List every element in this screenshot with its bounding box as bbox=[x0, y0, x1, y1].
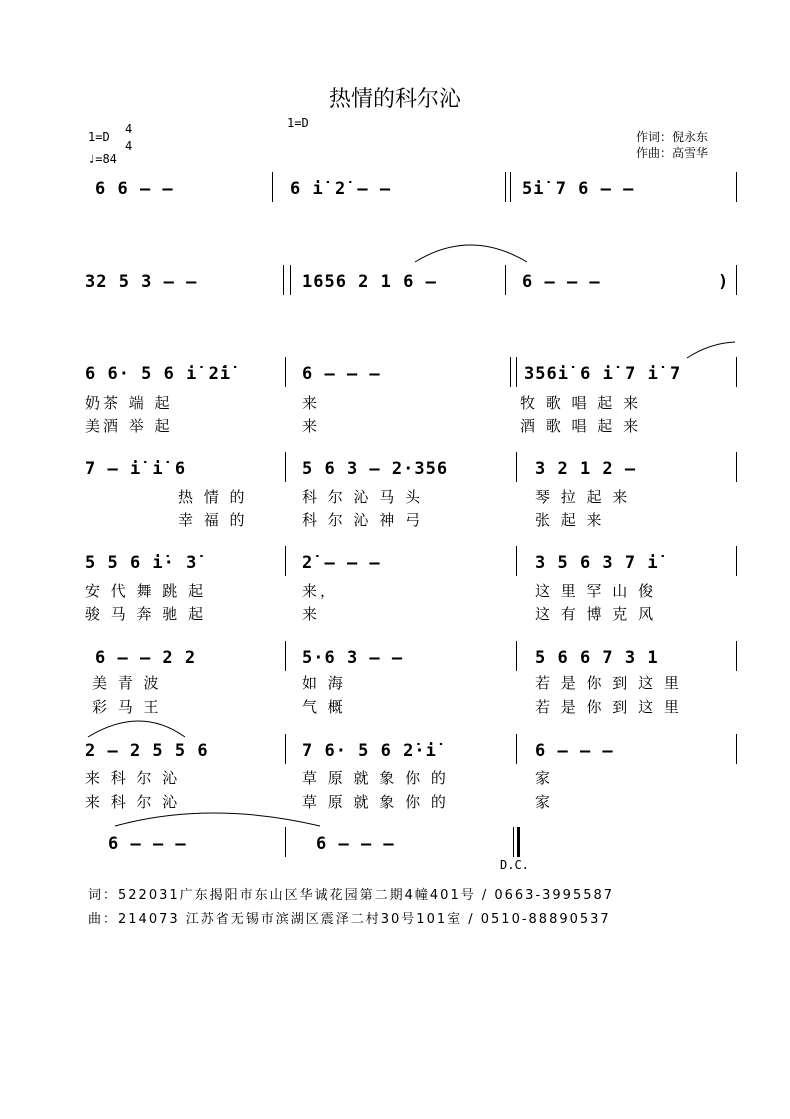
barline bbox=[736, 452, 737, 482]
barline bbox=[736, 357, 737, 387]
lyric-verse2: 这 有 博 克 风 bbox=[535, 605, 657, 623]
song-title: 热情的科尔沁 bbox=[328, 87, 461, 112]
lyric-verse2: 来 bbox=[302, 417, 321, 435]
slur-row8 bbox=[115, 813, 320, 826]
barline bbox=[505, 265, 506, 295]
barline bbox=[736, 172, 737, 202]
measure: 2 – 2 5 5 6 bbox=[85, 741, 209, 761]
lyric-verse1: 琴 拉 起 来 bbox=[535, 488, 631, 506]
lyric-verse1: 安 代 舞 跳 起 bbox=[85, 582, 207, 600]
key-signature-center: 1=D bbox=[287, 116, 309, 130]
meter-bottom: 4 bbox=[125, 139, 133, 153]
barline bbox=[736, 641, 737, 671]
lyric-verse2: 骏 马 奔 驰 起 bbox=[85, 605, 207, 623]
lyric-verse2: 酒 歌 唱 起 来 bbox=[520, 417, 642, 435]
composer-credit: 作曲：高雪华 bbox=[636, 146, 709, 160]
barline bbox=[516, 357, 517, 387]
measure: 6 – – – bbox=[302, 364, 381, 384]
lyric-verse1: 奶茶 端 起 bbox=[85, 394, 173, 412]
barline bbox=[736, 546, 737, 576]
key-signature: 1=D bbox=[88, 130, 110, 144]
lyric-verse1: 来 科 尔 沁 bbox=[85, 769, 181, 787]
measure: 5i̇ 7 6 – – bbox=[522, 179, 635, 199]
measure: 7 6· 5 6 2̇·i̇ bbox=[302, 741, 437, 761]
lyric-verse2: 幸 福 的 bbox=[178, 511, 248, 529]
repeat-end-paren: ) bbox=[718, 272, 730, 292]
barline bbox=[285, 827, 286, 857]
lyric-verse1: 科 尔 沁 马 头 bbox=[302, 488, 424, 506]
measure: 6 – – 2 2 bbox=[95, 648, 197, 668]
barline bbox=[516, 641, 517, 671]
final-barline-thin bbox=[513, 827, 514, 857]
measure: 6 – – – bbox=[522, 272, 601, 292]
da-capo-marking: D.C. bbox=[500, 858, 529, 872]
barline bbox=[510, 172, 511, 202]
barline bbox=[516, 452, 517, 482]
meter-top: 4 bbox=[125, 122, 133, 136]
composer-address: 曲：214073 江苏省无锡市滨湖区震泽二村30号101室 / 0510-88890537 bbox=[88, 912, 611, 927]
barline bbox=[272, 172, 273, 202]
lyric-verse2: 家 bbox=[535, 793, 554, 811]
measure: 356i̇ 6 i̇ 7 i̇ 7 bbox=[524, 364, 682, 384]
barline bbox=[505, 172, 506, 202]
lyric-verse1: 来， bbox=[302, 582, 339, 600]
barline bbox=[516, 734, 517, 764]
slur-row7 bbox=[88, 721, 185, 737]
lyric-verse2: 美酒 举 起 bbox=[85, 417, 173, 435]
measure: 5 6 6 7 3 1 bbox=[535, 648, 659, 668]
measure: 5 6 3 – 2·356 bbox=[302, 459, 449, 479]
lyric-verse2: 草 原 就 象 你 的 bbox=[302, 793, 449, 811]
measure: 6 – – – bbox=[535, 741, 614, 761]
barline bbox=[736, 734, 737, 764]
slur-row2 bbox=[415, 245, 527, 262]
measure: 6 – – – bbox=[108, 834, 187, 854]
lyric-verse2: 彩 马 王 bbox=[92, 698, 162, 716]
measure: 7 – i̇ i̇ 6 bbox=[85, 459, 187, 479]
lyric-verse1: 牧 歌 唱 起 来 bbox=[520, 394, 642, 412]
lyric-verse2: 若 是 你 到 这 里 bbox=[535, 698, 682, 716]
measure: 3 5 6 3 7 i̇ bbox=[535, 553, 659, 573]
measure: 6 – – – bbox=[316, 834, 395, 854]
lyric-verse1: 热 情 的 bbox=[178, 488, 248, 506]
measure: 6 6· 5 6 i̇ 2̇i̇ bbox=[85, 364, 232, 384]
lyric-verse1: 这 里 罕 山 俊 bbox=[535, 582, 657, 600]
lyric-verse2: 科 尔 沁 神 弓 bbox=[302, 511, 424, 529]
slur-row3 bbox=[687, 342, 735, 358]
lyric-verse1: 草 原 就 象 你 的 bbox=[302, 769, 449, 787]
measure: 6 i̇ 2̇ – – bbox=[290, 179, 392, 199]
lyric-verse2: 来 bbox=[302, 605, 321, 623]
barline bbox=[285, 357, 286, 387]
lyricist-credit: 作词：倪永东 bbox=[636, 130, 709, 144]
lyric-verse1: 如 海 bbox=[302, 674, 346, 692]
measure: 2̇ – – – bbox=[302, 553, 381, 573]
lyric-verse1: 若 是 你 到 这 里 bbox=[535, 674, 682, 692]
barline bbox=[285, 546, 286, 576]
lyric-verse1: 家 bbox=[535, 769, 554, 787]
tempo-marking: ♩=84 bbox=[88, 152, 117, 166]
final-barline-thick bbox=[517, 827, 520, 857]
barline bbox=[285, 734, 286, 764]
measure: 3 2 1 2 – bbox=[535, 459, 637, 479]
barline bbox=[285, 641, 286, 671]
lyric-verse2: 气 概 bbox=[302, 698, 346, 716]
measure: 5 5 6 i̇· 3̇ bbox=[85, 553, 198, 573]
barline bbox=[285, 452, 286, 482]
measure: 1656 2 1 6 – bbox=[302, 272, 437, 292]
measure: 6 6 – – bbox=[95, 179, 174, 199]
lyric-verse2: 来 科 尔 沁 bbox=[85, 793, 181, 811]
lyricist-address: 词：522031广东揭阳市东山区华诚花园第二期4幢401号 / 0663-3995587 bbox=[88, 888, 615, 903]
measure: 32 5 3 – – bbox=[85, 272, 198, 292]
lyric-verse1: 美 青 波 bbox=[92, 674, 162, 692]
barline bbox=[736, 265, 737, 295]
barline bbox=[283, 265, 284, 295]
barline bbox=[516, 546, 517, 576]
measure: 5·6 3 – – bbox=[302, 648, 404, 668]
lyric-verse1: 来 bbox=[302, 394, 321, 412]
lyric-verse2: 张 起 来 bbox=[535, 511, 605, 529]
barline bbox=[510, 357, 511, 387]
barline bbox=[290, 265, 291, 295]
